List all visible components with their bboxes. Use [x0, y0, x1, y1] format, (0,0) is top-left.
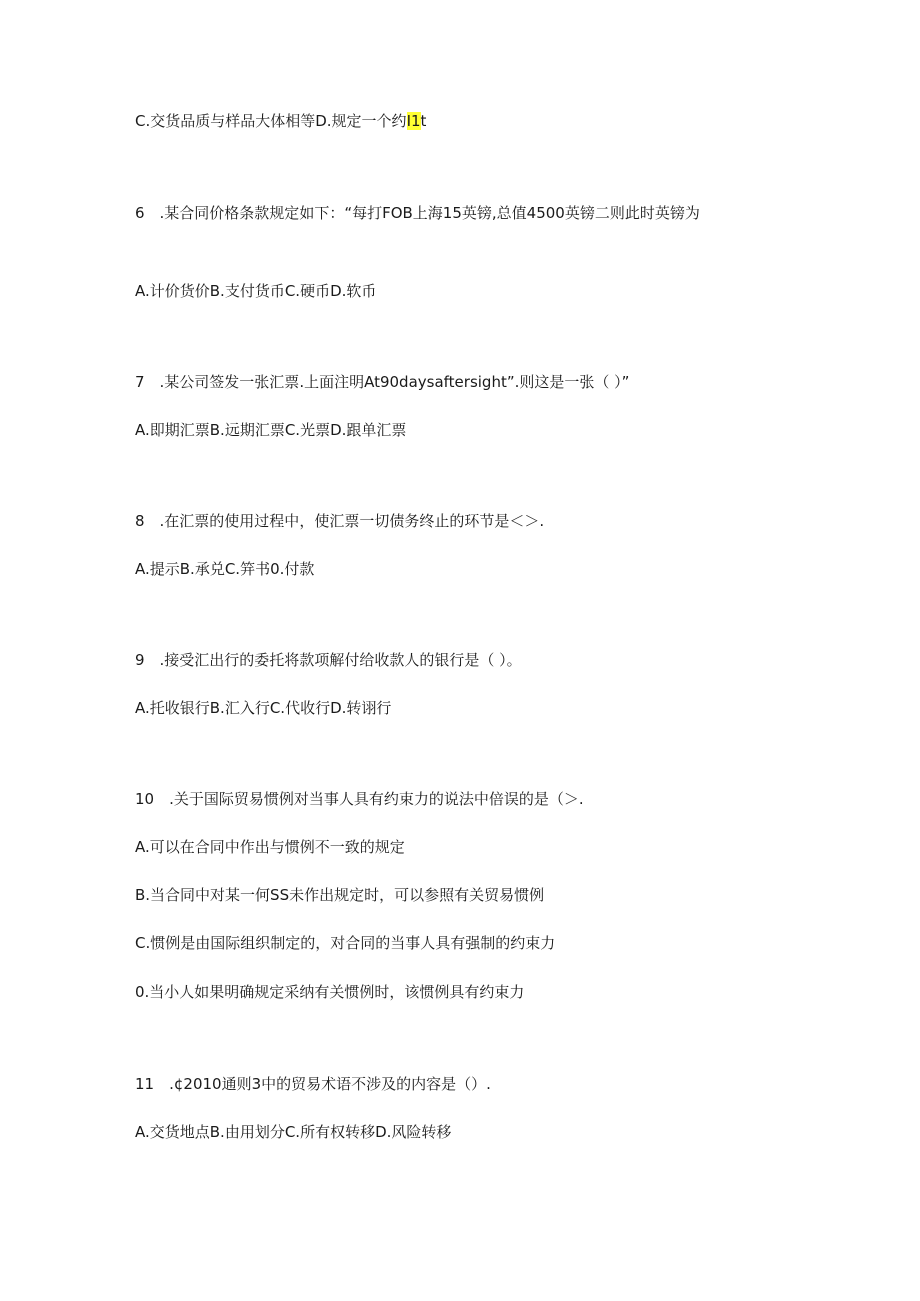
- option-d-q10: 0.当小人如果明确规定采纳有关惯例时，该惯例具有约束力: [135, 983, 525, 1001]
- options-q9: A.托收银行B.汇入行C.代收行D.转诩行: [135, 699, 392, 717]
- question-7: 7 .某公司签发一张汇票.上面注明At90daysaftersight”.则这是一张（ ）”: [135, 373, 630, 391]
- options-q6: A.计价货价B.支付货币C.硬币D.软币: [135, 282, 377, 300]
- options-q11: A.交货地点B.由用划分C.所有权转移D.风险转移: [135, 1123, 452, 1141]
- question-11: 11 .¢2010通则3中的贸易术语不涉及的内容是（）.: [135, 1075, 491, 1093]
- option-a-q10: A.可以在合同中作出与惯例不一致的规定: [135, 838, 405, 856]
- question-8: 8 .在汇票的使用过程中，使汇票一切债务终止的环节是＜＞.: [135, 512, 545, 530]
- question-6: 6 .某合同价格条款规定如下：“每打FOB上海15英镑,总值4500英镑二则此时英镑为: [135, 204, 700, 222]
- options-q7: A.即期汇票B.远期汇票C.光票D.跟单汇票: [135, 421, 407, 439]
- options-q8: A.提示B.承兑C.笄书0.付款: [135, 560, 315, 578]
- option-line-q5: [135, 111, 426, 131]
- question-10: 10 .关于国际贸易惯例对当事人具有约束力的说法中倍误的是（＞.: [135, 790, 584, 808]
- option-text-tail: t: [420, 112, 427, 130]
- option-text: C.交货品质与样品大体相等D.规定一个约: [135, 112, 407, 130]
- option-b-q10: B.当合同中对某一何SS未作出规定时，可以参照有关贸易惯例: [135, 886, 545, 904]
- question-9: 9 .接受汇出行的委托将款项解付给收款人的银行是（ ）。: [135, 651, 522, 669]
- highlighted-text: I1: [406, 112, 421, 130]
- option-c-q10: C.惯例是由国际组织制定的，对合同的当事人具有强制的约束力: [135, 934, 556, 952]
